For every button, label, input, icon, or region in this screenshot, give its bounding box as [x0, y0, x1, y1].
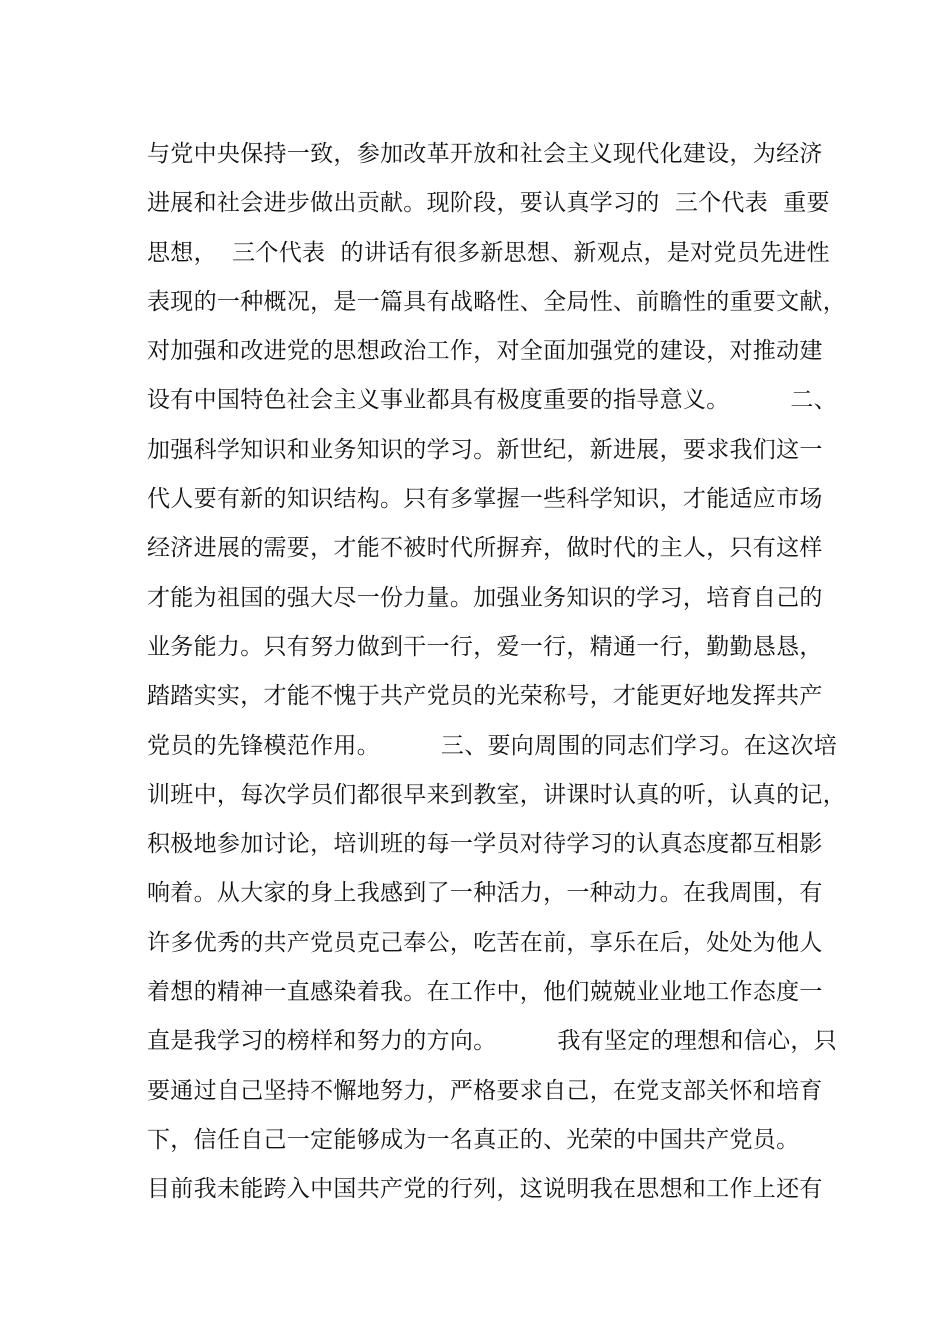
text-line: 踏踏实实，才能不愧于共产党员的光荣称号，才能更好地发挥共产: [147, 683, 823, 710]
text-line: 许多优秀的共产党员克己奉公，吃苦在前，享乐在后，处处为他人: [147, 929, 823, 956]
text-line: 业务能力。只有努力做到干一行，爱一行，精通一行，勤勤恳恳，: [147, 633, 823, 660]
text-line: 响着。从大家的身上我感到了一种活力，一种动力。在我周围，有: [147, 880, 823, 907]
text-line: 党员的先锋模范作用。 三、要向周围的同志们学习。在这次培: [147, 732, 837, 759]
text-line: 思想， 三个代表 的讲话有很多新思想、新观点，是对党员先进性: [147, 239, 830, 266]
text-line: 表现的一种概况，是一篇具有战略性、全局性、前瞻性的重要文献，: [147, 288, 846, 315]
text-line: 下，信任自己一定能够成为一名真正的、光荣的中国共产党员。: [147, 1126, 800, 1153]
text-line: 经济进展的需要，才能不被时代所摒弃，做时代的主人，只有这样: [147, 535, 823, 562]
text-line: 直是我学习的榜样和努力的方向。 我有坚定的理想和信心，只: [147, 1028, 837, 1055]
text-line: 积极地参加讨论，培训班的每一学员对待学习的认真态度都互相影: [147, 831, 823, 858]
text-line: 与党中央保持一致，参加改革开放和社会主义现代化建设，为经济: [147, 141, 823, 167]
text-line: 要通过自己坚持不懈地努力，严格要求自己，在党支部关怀和培育: [147, 1077, 823, 1104]
text-line: 代人要有新的知识结构。只有多掌握一些科学知识，才能适应市场: [147, 486, 823, 513]
text-line: 对加强和改进党的思想政治工作，对全面加强党的建设，对推动建: [147, 338, 823, 365]
text-line: 才能为祖国的强大尽一份力量。加强业务知识的学习，培育自己的: [147, 584, 823, 611]
text-line: 进展和社会进步做出贡献。现阶段，要认真学习的 三个代表 重要: [147, 190, 830, 217]
text-line: 训班中，每次学员们都很早来到教室，讲课时认真的听，认真的记，: [147, 781, 846, 808]
text-line: 着想的精神一直感染着我。在工作中，他们兢兢业业地工作态度一: [147, 979, 823, 1006]
text-line: 加强科学知识和业务知识的学习。新世纪，新进展，要求我们这一: [147, 436, 823, 463]
text-line: 设有中国特色社会主义事业都具有极度重要的指导意义。 二、: [147, 387, 837, 414]
text-line: 目前我未能跨入中国共产党的行列，这说明我在思想和工作上还有: [147, 1176, 823, 1203]
body-text: [147, 130, 846, 1215]
